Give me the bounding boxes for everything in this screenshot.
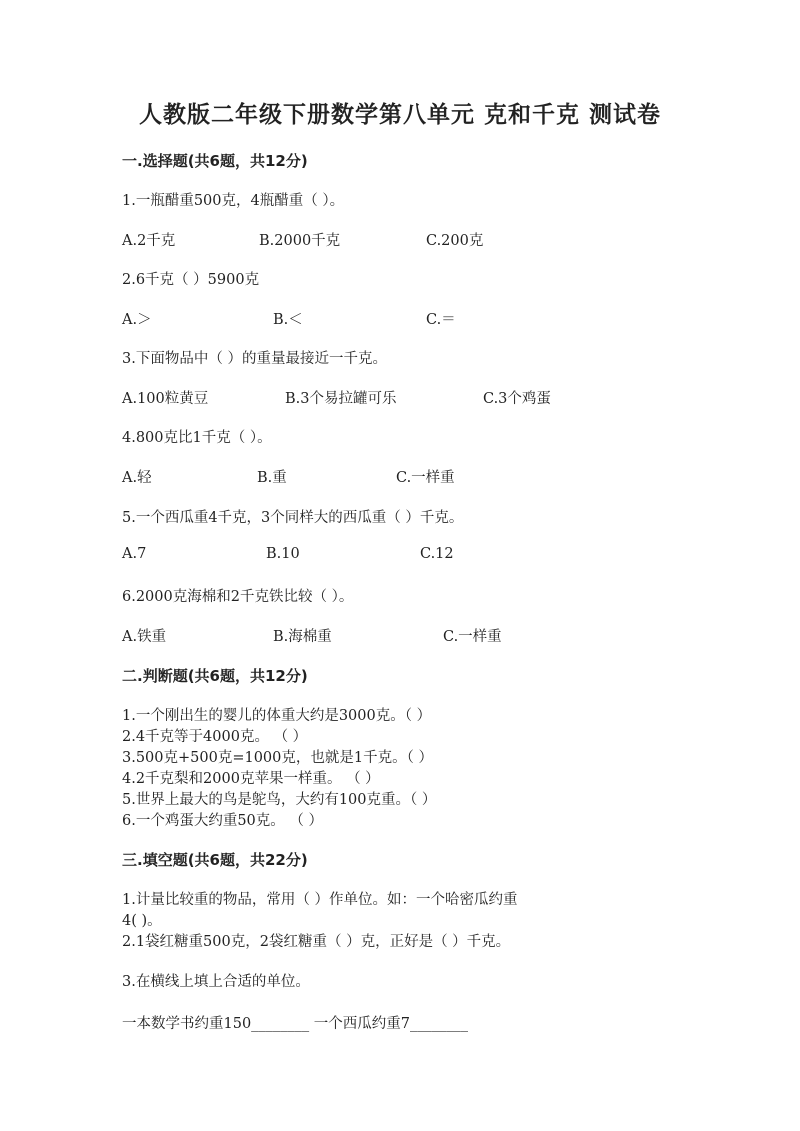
q4-option-a: A.轻 <box>122 470 152 486</box>
q5-option-c: C.12 <box>420 546 454 562</box>
page-title: 人教版二年级下册数学第八单元 克和千克 测试卷 <box>138 102 661 128</box>
q1-option-c: C.200克 <box>426 233 484 249</box>
q1-option-b: B.2000千克 <box>259 233 341 249</box>
q2-option-a: A.＞ <box>122 312 152 328</box>
choice-question-5: 5.一个西瓜重4千克，3个同样大的西瓜重（ ）千克。 <box>122 510 464 526</box>
judge-item-5: 5.世界上最大的鸟是鸵鸟，大约有100克重。（ ） <box>122 792 437 808</box>
section-heading-judge: 二.判断题(共6题，共12分) <box>122 667 308 685</box>
judge-item-6: 6.一个鸡蛋大约重50克。 （ ） <box>122 813 324 829</box>
judge-item-3: 3.500克+500克=1000克，也就是1千克。（ ） <box>122 750 433 766</box>
q3-option-c: C.3个鸡蛋 <box>483 391 551 407</box>
choice-question-6: 6.2000克海棉和2千克铁比较（ ）。 <box>122 589 354 605</box>
judge-item-2: 2.4千克等于4000克。 （ ） <box>122 729 308 745</box>
fill-item-3: 3.在横线上填上合适的单位。 <box>122 974 310 990</box>
q6-option-b: B.海棉重 <box>273 629 332 645</box>
q4-option-c: C.一样重 <box>396 470 455 486</box>
choice-question-3: 3.下面物品中（ ）的重量最接近一千克。 <box>122 351 387 367</box>
q5-option-a: A.7 <box>122 546 147 562</box>
q4-option-b: B.重 <box>257 470 287 486</box>
q3-option-b: B.3个易拉罐可乐 <box>285 391 397 407</box>
fill-item-3-blanks: 一本数学书约重150________ 一个西瓜约重7________ <box>122 1016 469 1032</box>
q3-option-a: A.100粒黄豆 <box>122 391 209 407</box>
fill-item-2: 2.1袋红糖重500克，2袋红糖重（ ）克，正好是（ ）千克。 <box>122 934 511 950</box>
section-heading-fill: 三.填空题(共6题，共22分) <box>122 851 308 869</box>
q1-option-a: A.2千克 <box>122 233 176 249</box>
fill-item-1-cont: 4( )。 <box>122 913 162 929</box>
q2-option-c: C.＝ <box>426 312 456 328</box>
choice-question-2: 2.6千克（ ）5900克 <box>122 272 260 288</box>
q5-option-b: B.10 <box>266 546 300 562</box>
judge-item-4: 4.2千克梨和2000克苹果一样重。 （ ） <box>122 771 380 787</box>
choice-question-4: 4.800克比1千克（ ）。 <box>122 430 272 446</box>
q2-option-b: B.＜ <box>273 312 303 328</box>
fill-item-1: 1.计量比较重的物品，常用（ ）作单位。如：一个哈密瓜约重 <box>122 892 518 908</box>
choice-question-1: 1.一瓶醋重500克，4瓶醋重（ ）。 <box>122 193 345 209</box>
q6-option-a: A.铁重 <box>122 629 167 645</box>
section-heading-choice: 一.选择题(共6题，共12分) <box>122 152 308 170</box>
q6-option-c: C.一样重 <box>443 629 502 645</box>
judge-item-1: 1.一个刚出生的婴儿的体重大约是3000克。（ ） <box>122 708 432 724</box>
